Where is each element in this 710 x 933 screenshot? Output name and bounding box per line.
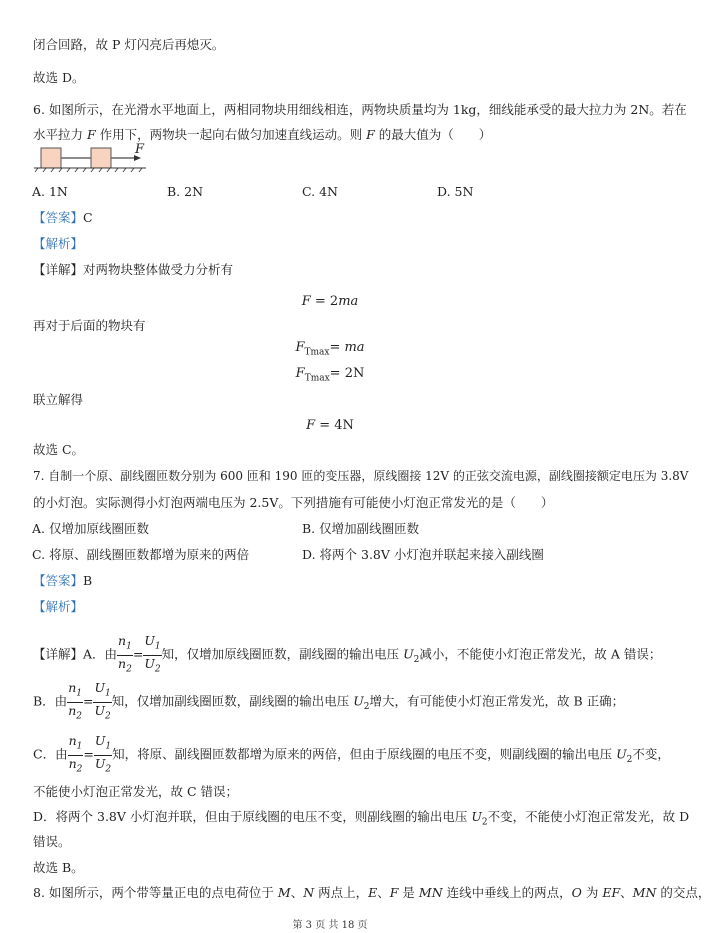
text: 不变，不能使小灯泡正常发光，故 D	[487, 809, 690, 824]
option-c: C. 将原、副线圈匝数都增为原来的两倍	[32, 547, 250, 562]
detail-d	[33, 809, 689, 831]
equals: =	[82, 693, 94, 709]
block-right	[91, 148, 111, 168]
equation-3	[0, 366, 660, 387]
fraction-n: $\frac{n_1}{n_2}$	[118, 633, 132, 674]
fraction-n: $\frac{n_1}{n_2}$	[68, 733, 83, 774]
option-d: D. 将两个 3.8V 小灯泡并联起来接入副线圈	[302, 547, 544, 562]
var: F	[295, 366, 305, 381]
text: 知，仅增加副线圈匝数，副线圈的输出电压	[111, 693, 354, 709]
option-d: D. 5N	[437, 184, 474, 199]
option-a: A. 1N	[32, 184, 68, 199]
option-b: B. 2N	[167, 184, 204, 199]
var: ma	[344, 340, 365, 355]
subscript: Tmax	[304, 347, 330, 358]
text: =	[329, 340, 345, 355]
var: U	[616, 746, 627, 762]
equation-2	[0, 340, 660, 361]
text-line: 故选 D。	[33, 70, 85, 85]
option-a: A. 仅增加原线圈匝数	[32, 521, 149, 536]
text-line: 故选 C。	[33, 442, 85, 457]
answer-line	[33, 210, 93, 226]
question-6-stem: 6. 如图所示，在光滑水平地面上，两相同物块用细线相连，两物块质量均为 1kg，细线能承受的最大拉力为 2N。若在	[33, 102, 687, 117]
answer-value: B	[83, 573, 93, 588]
detail-tag: 【详解】	[33, 646, 84, 662]
var: F	[295, 340, 305, 355]
text: 知，仅增加原线圈匝数，副线圈的输出电压	[161, 646, 404, 662]
text: = 2N	[329, 366, 365, 381]
answer-line	[33, 573, 92, 589]
answer-tag: 【答案】	[33, 210, 84, 225]
fraction-u: $\frac{U_1}{U_2}$	[94, 733, 112, 774]
answer-value: C	[83, 210, 93, 225]
equals: =	[132, 646, 144, 662]
text: 增大，有可能使小灯泡正常发光，故 B 正确；	[369, 693, 625, 709]
text: = 2	[310, 294, 339, 309]
option-b: B. 仅增加副线圈匝数	[302, 521, 420, 536]
text: 水平拉力	[33, 127, 87, 142]
var: U	[403, 646, 414, 662]
var: F	[306, 418, 316, 433]
question-7-stem: 7. 自制一个原、副线圈匝数分别为 600 匝和 190 匝的变压器，原线圈接 12V 的正弦交流电源，副线圈接额定电压为 3.8V	[33, 469, 689, 483]
subscript: Tmax	[304, 373, 330, 384]
fraction-u: $\frac{U_1}{U_2}$	[94, 680, 111, 721]
text: 作用下，两物块一起向右做匀加速直线运动。则	[95, 127, 367, 142]
text-line: 再对于后面的物块有	[33, 318, 146, 333]
detail-c	[33, 733, 670, 777]
fraction-u: $\frac{U_1}{U_2}$	[144, 633, 161, 674]
var: F	[301, 294, 311, 309]
question-7-stem-cont: 的小灯泡。实际测得小灯泡两端电压为 2.5V。下列措施有可能使小灯泡正常发光的是（ ）	[33, 495, 554, 510]
detail-line	[33, 262, 233, 278]
var: F	[86, 127, 96, 142]
block-left	[41, 148, 61, 168]
ground-hatch	[35, 168, 142, 172]
page-footer: 第 3 页 共 18 页	[292, 920, 368, 931]
text: D．将两个 3.8V 小灯泡并联，但由于原线圈的电压不变，则副线圈的输出电压	[33, 809, 472, 824]
question-8-stem: 8. 如图所示，两个带等量正电的点电荷位于 M、N 两点上，E、F 是 MN 连线中垂线上的两点，O 为 EF、MN 的交点，	[33, 885, 710, 900]
text: A．由	[83, 646, 118, 662]
var: U	[353, 693, 364, 709]
equation-4	[0, 418, 660, 434]
var: ma	[338, 294, 359, 309]
equals: =	[83, 746, 94, 762]
text: 对两物块整体做受力分析有	[83, 262, 234, 277]
subscript: 2	[481, 817, 488, 828]
force-label: F	[135, 142, 145, 157]
fraction-n: $\frac{n_1}{n_2}$	[68, 680, 82, 721]
subscript: 2	[626, 755, 633, 765]
question-6-stem-cont	[33, 127, 491, 143]
text-line: 故选 B。	[33, 860, 84, 875]
var: F	[366, 127, 375, 142]
text: 不变，	[632, 746, 670, 762]
var: U	[471, 809, 482, 824]
text: C．由	[33, 746, 68, 762]
subscript: 2	[363, 702, 370, 712]
text: = 4N	[315, 418, 354, 433]
option-c: C. 4N	[302, 184, 338, 199]
text: 减小，不能使小灯泡正常发光，故 A 错误；	[419, 646, 662, 662]
subscript: 2	[413, 655, 420, 665]
text-line: 联立解得	[33, 392, 84, 407]
equation-1	[0, 294, 660, 310]
detail-b	[33, 680, 624, 724]
detail-tag: 【详解】	[33, 262, 84, 277]
blocks-figure	[32, 143, 148, 173]
text: B．由	[33, 693, 68, 709]
text-line: 不能使小灯泡正常发光，故 C 错误；	[33, 784, 239, 799]
analysis-tag: 【解析】	[33, 236, 84, 251]
text: 知，将原、副线圈匝数都增为原来的两倍，但由于原线圈的电压不变，则副线圈的输出电压	[112, 746, 617, 762]
text: 的最大值为（ ）	[374, 127, 492, 142]
detail-a	[33, 633, 661, 677]
answer-tag: 【答案】	[33, 573, 84, 588]
text-line: 闭合回路，故 P 灯闪亮后再熄灭。	[33, 37, 225, 52]
text-line: 错误。	[33, 834, 71, 849]
analysis-tag: 【解析】	[33, 599, 84, 614]
